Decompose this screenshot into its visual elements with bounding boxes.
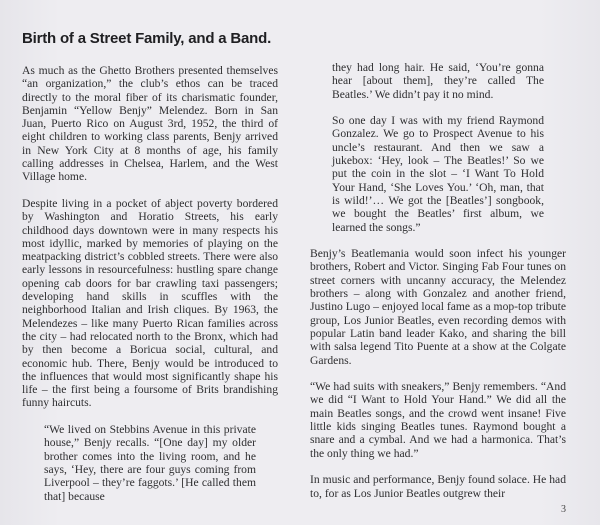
block-quote: So one day I was with my friend Raymond Gonzalez. We go to Prospect Avenue to his uncle’s restaurant. And then we saw a jukebox: ‘Hey, look – The Beatles!’ So we put the coin in the slot – ‘I Want To Hold Your Hand, ‘She Loves You.’ ‘Oh, man, that is wild!’… We got the [Beatles’] songbook, we bought the Beatles’ first album, we learned the songs.” bbox=[332, 114, 544, 234]
section-heading: Birth of a Street Family, and a Band. bbox=[22, 30, 272, 47]
block-quote: “We lived on Stebbins Avenue in this private house,” Benjy recalls. “[One day] my older brother comes into the living room, and he says, ‘Hey, there are four guys coming from Liverpool – they’re faggots.’ [He called them that] because bbox=[44, 423, 256, 503]
body-paragraph: In music and performance, Benjy found solace. He had to, for as Los Junior Beatles outgrew their bbox=[310, 473, 566, 500]
page-number: 3 bbox=[561, 504, 566, 515]
body-paragraph: Benjy’s Beatlemania would soon infect his younger brothers, Robert and Victor. Singing Fab Four tunes on street corners with uncanny accuracy, the Melendez brothers – along with Gonzalez and another friend, Justino Lugo – enjoyed local fame as a mop-top tribute group, Los Junior Beatles, even recording demos with popular Latin band leader Kako, and sharing the bill with salsa legend Tito Puente at a show at the Colgate Gardens. bbox=[310, 247, 566, 367]
body-paragraph: “We had suits with sneakers,” Benjy remembers. “And we did “I Want to Hold Your Hand.” We did all the main Beatles songs, and the crowd went insane! Five little kids singing Beatles tunes. Raymond bought a snare and a cymbal. And we had a harmonica. That’s the only thing we had.” bbox=[310, 380, 566, 460]
right-column bbox=[310, 61, 566, 499]
left-column bbox=[22, 64, 278, 503]
block-quote-continuation: they had long hair. He said, ‘You’re gonna hear [about them], they’re called The Beatles.’ We didn’t pay it no mind. bbox=[332, 61, 544, 101]
body-paragraph: As much as the Ghetto Brothers presented themselves “an organization,” the club’s ethos can be traced directly to the moral fiber of its charismatic founder, Benjamin “Yellow Benjy” Melendez. Born in San Juan, Puerto Rico on August 3rd, 1952, the third of eight children to working class parents, Benjy arrived in New York City at 8 months of age, his family calling addresses in Chelsea, Harlem, and the West Village home. bbox=[22, 64, 278, 184]
body-paragraph: Despite living in a pocket of abject poverty bordered by Washington and Horatio Streets, his early childhood days downtown were in many respects his most idyllic, marked by memories of playing on the meatpacking district’s cobbled streets. There were also early lessons in resourcefulness: hustling spare change opening cab doors for bar crawling taxi passengers; developing hand skills in scuffles with the neighborhood Italian and Irish cliques. By 1963, the Melendezes – like many Puerto Rican families across the city – had relocated north to the Bronx, which had by then become a Boricua social, cultural, and economic hub. There, Benjy would be introduced to the influences that would most significantly shape his life – the first being a foursome of Brits brandishing funny haircuts. bbox=[22, 196, 278, 410]
